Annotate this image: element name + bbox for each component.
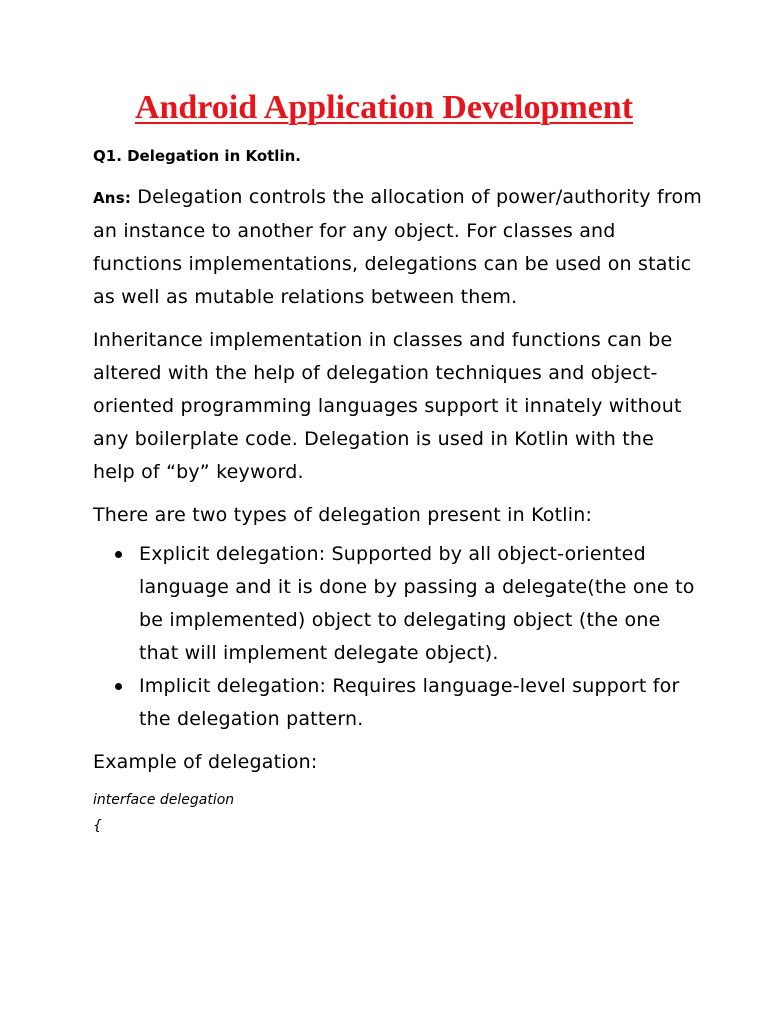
answer-text: Delegation controls the allocation of power/authority from an instance to another for any object. For classes and functions implementations, delegations can be used on static as well as mutable relations between them. <box>93 186 702 308</box>
bullet-dot-icon <box>115 683 122 690</box>
example-heading: Example of delegation: <box>93 751 318 773</box>
answer-label: Ans: <box>93 189 132 207</box>
delegation-types-list <box>93 538 702 736</box>
code-line: { <box>93 818 102 834</box>
document-title: Android Application Development <box>134 89 634 126</box>
question-heading: Q1. Delegation in Kotlin. <box>93 147 301 165</box>
list-item <box>93 670 702 736</box>
types-intro-paragraph: There are two types of delegation present in Kotlin: <box>93 504 593 526</box>
list-item-text: Explicit delegation: Supported by all object-oriented language and it is done by passing a delegate(the one to be implemented) object to delegating object (the one that will implement delegate object). <box>139 543 695 664</box>
list-item-text: Implicit delegation: Requires language-level support for the delegation pattern. <box>139 675 680 730</box>
answer-paragraph <box>93 181 702 314</box>
inheritance-paragraph: Inheritance implementation in classes and functions can be altered with the help of delegation techniques and object-oriented programming languages support it innately without any boilerplate code. Delegation is used in Kotlin with the help of “by” keyword. <box>93 329 682 483</box>
list-item <box>93 538 702 670</box>
bullet-dot-icon <box>115 551 122 558</box>
code-line: interface delegation <box>93 792 235 808</box>
